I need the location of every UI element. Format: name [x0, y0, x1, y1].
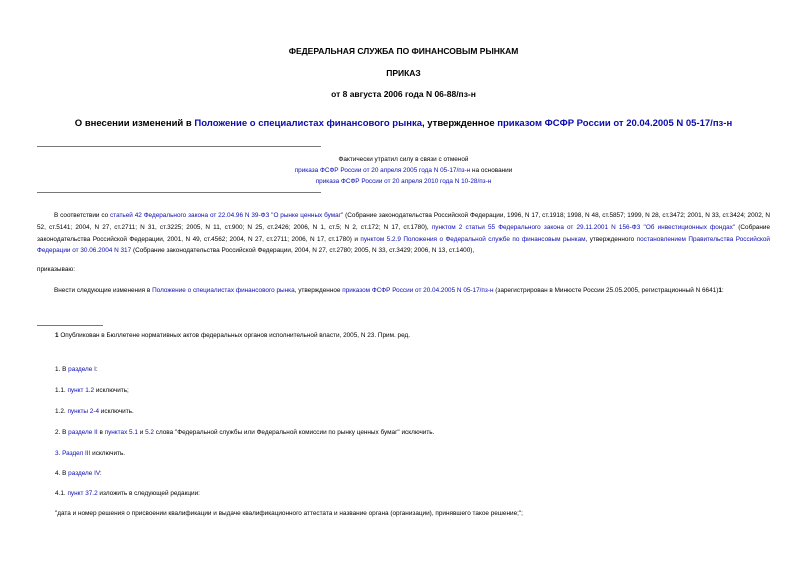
intro-text-5: (Собрание законодательства Российской Федерации, 2004, N 27, ст.2780; 2005, N 33, ст.3429; 2006, N 13, ст.1400), — [131, 247, 475, 255]
doc-type-heading: ПРИКАЗ — [386, 68, 421, 78]
footnote-divider — [37, 325, 103, 326]
amendment-text-3: (зарегистрирован в Минюсте России 25.05.2005, регистрационный N 6641) — [493, 287, 719, 294]
footnote — [55, 332, 410, 339]
item-4-1 — [55, 490, 200, 497]
intro-link-law-156fz[interactable]: пунктом 2 статьи 55 Федерального закона от 29.11.2001 N 156-ФЗ "Об инвестиционных фондах" — [431, 223, 736, 231]
item-1-2-pre: 1.2. — [55, 408, 68, 415]
status-note-link-cancel[interactable]: приказа ФСФР России от 20 апреля 2005 года N 05-17/пз-н — [294, 167, 471, 174]
amendment-paragraph — [37, 285, 770, 297]
amendment-text-2: , утвержденное — [294, 287, 343, 294]
item-4-1-link-point-37-2[interactable]: пункт 37.2 — [67, 490, 98, 497]
item-1-2 — [55, 408, 134, 415]
item-1-1 — [55, 387, 129, 394]
item-2 — [55, 429, 434, 436]
item-3-link-section-3[interactable]: 3. Раздел III — [55, 450, 91, 457]
item-1-link-section-1[interactable]: разделе I — [68, 366, 96, 373]
status-note-line2 — [0, 166, 807, 177]
intro-text-1: В соответствии со — [54, 212, 111, 219]
item-1-1-pre: 1.1. — [55, 387, 68, 394]
item-2-link-point-5-2[interactable]: 5.2 — [145, 429, 154, 436]
amendment-text-4: : — [721, 287, 724, 294]
item-4-1-pre: 4.1. — [55, 490, 68, 497]
item-4-post: : — [99, 470, 102, 477]
footnote-text: Опубликован в Бюллетене нормативных актов федеральных органов исполнительной власти, 2005, N 23. Прим. ред. — [58, 332, 411, 339]
title-mid: , утвержденное — [421, 118, 498, 129]
divider-top — [37, 146, 321, 147]
item-4 — [55, 470, 102, 477]
item-1-pre: 1. В — [55, 366, 69, 373]
item-1-1-link-point-1-2[interactable]: пункт 1.2 — [67, 387, 95, 394]
amendment-link-regulation[interactable]: Положение о специалистах финансового рынка — [152, 287, 295, 294]
footnote-mark: 1 — [55, 332, 59, 339]
item-1 — [55, 366, 98, 373]
status-note-line3 — [0, 177, 807, 188]
item-1-2-link-points-2-4[interactable]: пункты 2-4 — [67, 408, 100, 415]
title-link-regulation[interactable]: Положение о специалистах финансового рынка — [194, 118, 422, 129]
date-number-heading: от 8 августа 2006 года N 06-88/пз-н — [331, 89, 476, 99]
title-link-order[interactable]: приказом ФСФР России от 20.04.2005 N 05-17/пз-н — [497, 118, 733, 129]
item-4-link-section-4[interactable]: разделе IV — [68, 470, 100, 477]
item-2-link-section-2[interactable]: разделе II — [68, 429, 98, 436]
item-4-pre: 4. В — [55, 470, 69, 477]
item-4-1-quote: "дата и номер решения о присвоении квалификации и выдаче квалификационного аттестата и название органа (организации), принявшего такое решение;"; — [55, 510, 523, 517]
intro-link-law-39fz[interactable]: статьей 42 Федерального закона от 22.04.96 N 39-ФЗ "О рынке ценных бумаг" — [110, 212, 344, 219]
amendment-link-order[interactable]: приказом ФСФР России от 20.04.2005 N 05-17/пз-н — [342, 287, 494, 294]
item-3 — [55, 450, 125, 457]
item-1-post: : — [95, 366, 98, 373]
amendment-text-1: Внести следующие изменения в — [54, 287, 153, 294]
item-3-post: исключить. — [90, 450, 126, 457]
document-title — [0, 118, 807, 129]
intro-link-fsfr-regulation[interactable]: пунктом 5.2.9 Положения о Федеральной службе по финансовым рынкам — [360, 235, 586, 243]
title-prefix: О внесении изменений в — [74, 118, 195, 129]
status-note-line1: Фактически утратил силу в связи с отменой — [338, 156, 469, 163]
status-note-link-basis[interactable]: приказа ФСФР России от 20 апреля 2010 года N 10-28/пз-н — [315, 178, 492, 185]
item-2-link-point-5-1[interactable]: пунктах 5.1 — [104, 429, 138, 436]
intro-text-2: (Собрание законодательства Российской Федерации, 1996, N 17, ст.1918; 1998, N 48, ст.5857; 1999, N 28, ст.3472; 2001, N 33, ст.3424; 2002, N 52, ст.5141; 2004, N 27, ст.2711; N 31, ст.3225; 2005, N 11, ст.900; N 25, ст.2426; 2006, N 1, ст.5; N 2, ст.172; N 17, ст.1780), — [37, 212, 771, 231]
item-4-1-post: изложить в следующей редакции: — [97, 490, 200, 497]
item-1-1-post: исключить; — [94, 387, 129, 394]
item-2-mid-2: и — [137, 429, 146, 436]
intro-text-3: (Собрание законодательства Российской Федерации, 2001, N 49, ст.4562; 2004, N 27, ст.2711; 2006, N 17, ст.1780) и — [37, 223, 771, 243]
status-note-tail: на основании — [470, 167, 513, 174]
prikazyvayu-line: приказываю: — [37, 266, 75, 273]
item-2-mid-1: в — [97, 429, 105, 436]
divider-bottom — [37, 192, 321, 193]
item-2-post: слова "Федеральной службы или Федеральной комиссии по рынку ценных бумаг" исключить. — [153, 429, 435, 436]
footnote-ref: 1 — [718, 287, 722, 294]
item-2-pre: 2. В — [55, 429, 69, 436]
intro-paragraph — [37, 210, 770, 257]
intro-link-resolution-317[interactable]: постановлением Правительства Российской Федерации от 30.06.2004 N 317 — [37, 235, 771, 255]
item-1-2-post: исключить. — [99, 408, 134, 415]
agency-heading: ФЕДЕРАЛЬНАЯ СЛУЖБА ПО ФИНАНСОВЫМ РЫНКАМ — [288, 46, 519, 56]
intro-text-4: , утвержденного — [585, 235, 637, 243]
